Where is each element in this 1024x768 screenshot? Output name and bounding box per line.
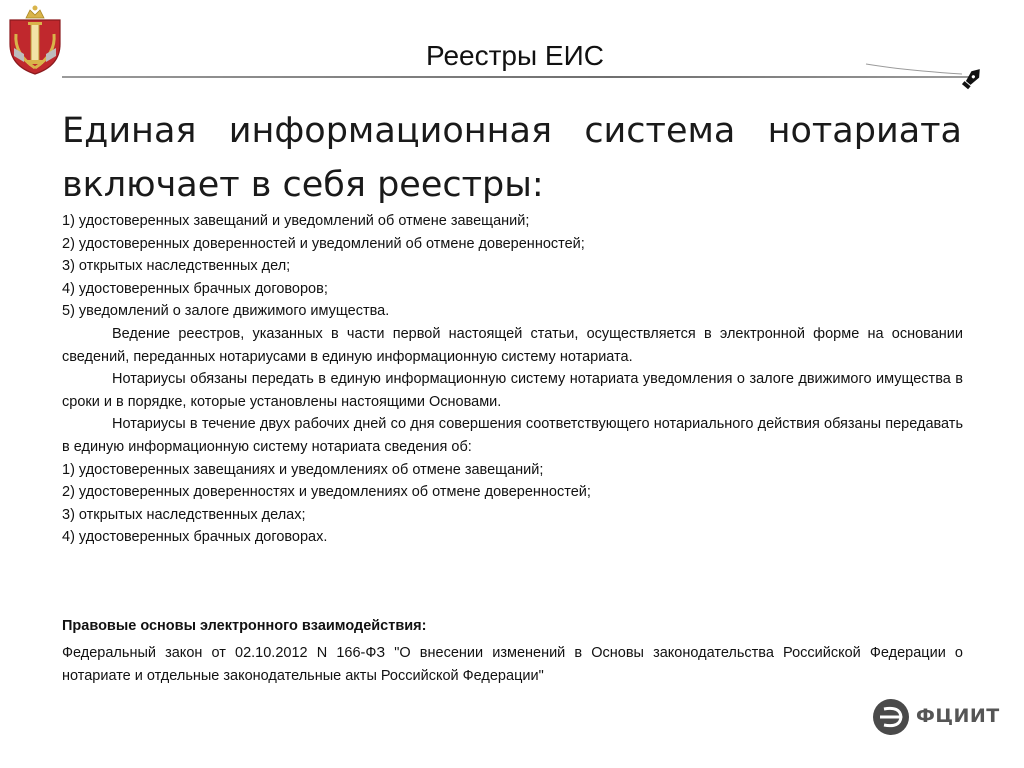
fciit-logo — [872, 698, 1000, 738]
submission-item: 1) удостоверенных завещаниях и уведомлениях об отмене завещаний; — [62, 461, 544, 478]
registry-item: 2) удостоверенных доверенностей и уведомлений об отмене доверенностей; — [62, 235, 585, 252]
fciit-logo-icon — [872, 698, 910, 736]
submission-item: 4) удостоверенных брачных договорах. — [62, 529, 328, 546]
submission-item: 2) удостоверенных доверенностях и уведомлениях об отмене доверенностей; — [62, 484, 591, 501]
legal-basis-title: Правовые основы электронного взаимодействия: — [62, 618, 427, 634]
paragraph: Нотариусы в течение двух рабочих дней со дня совершения соответствующего нотариального действия обязаны передавать в единую информационную систему нотариата сведения об: — [62, 416, 963, 455]
content-body — [62, 210, 963, 549]
legal-basis-text: Федеральный закон от 02.10.2012 N 166-ФЗ "О внесении изменений в Основы законодательства Российской Федерации о нотариате и отдельные законодательные акты Российской Федерации" — [62, 645, 963, 684]
registry-item: 3) открытых наследственных дел; — [62, 258, 291, 275]
registry-item: 5) уведомлений о залоге движимого имущества. — [62, 303, 390, 320]
fountain-pen-icon — [862, 62, 992, 96]
paragraph: Нотариусы обязаны передать в единую информационную систему нотариата уведомления о залоге движимого имущества в сроки и в порядке, которые установлены настоящими Основами. — [62, 371, 963, 410]
page-title: Реестры ЕИС — [426, 40, 604, 71]
registry-item: 4) удостоверенных брачных договоров; — [62, 280, 328, 297]
notary-emblem-icon — [6, 4, 64, 76]
main-heading: Единая информационная система нотариата включает в себя реестры: — [62, 111, 962, 205]
submission-item: 3) открытых наследственных делах; — [62, 506, 306, 523]
fciit-logo-text: ФЦИИТ — [916, 705, 1000, 727]
paragraph: Ведение реестров, указанных в части первой настоящей статьи, осуществляется в электронной форме на основании сведений, переданных нотариусами в единую информационную систему нотариата. — [62, 325, 963, 365]
registry-item: 1) удостоверенных завещаний и уведомлений об отмене завещаний; — [62, 213, 530, 229]
header-divider — [62, 76, 974, 78]
